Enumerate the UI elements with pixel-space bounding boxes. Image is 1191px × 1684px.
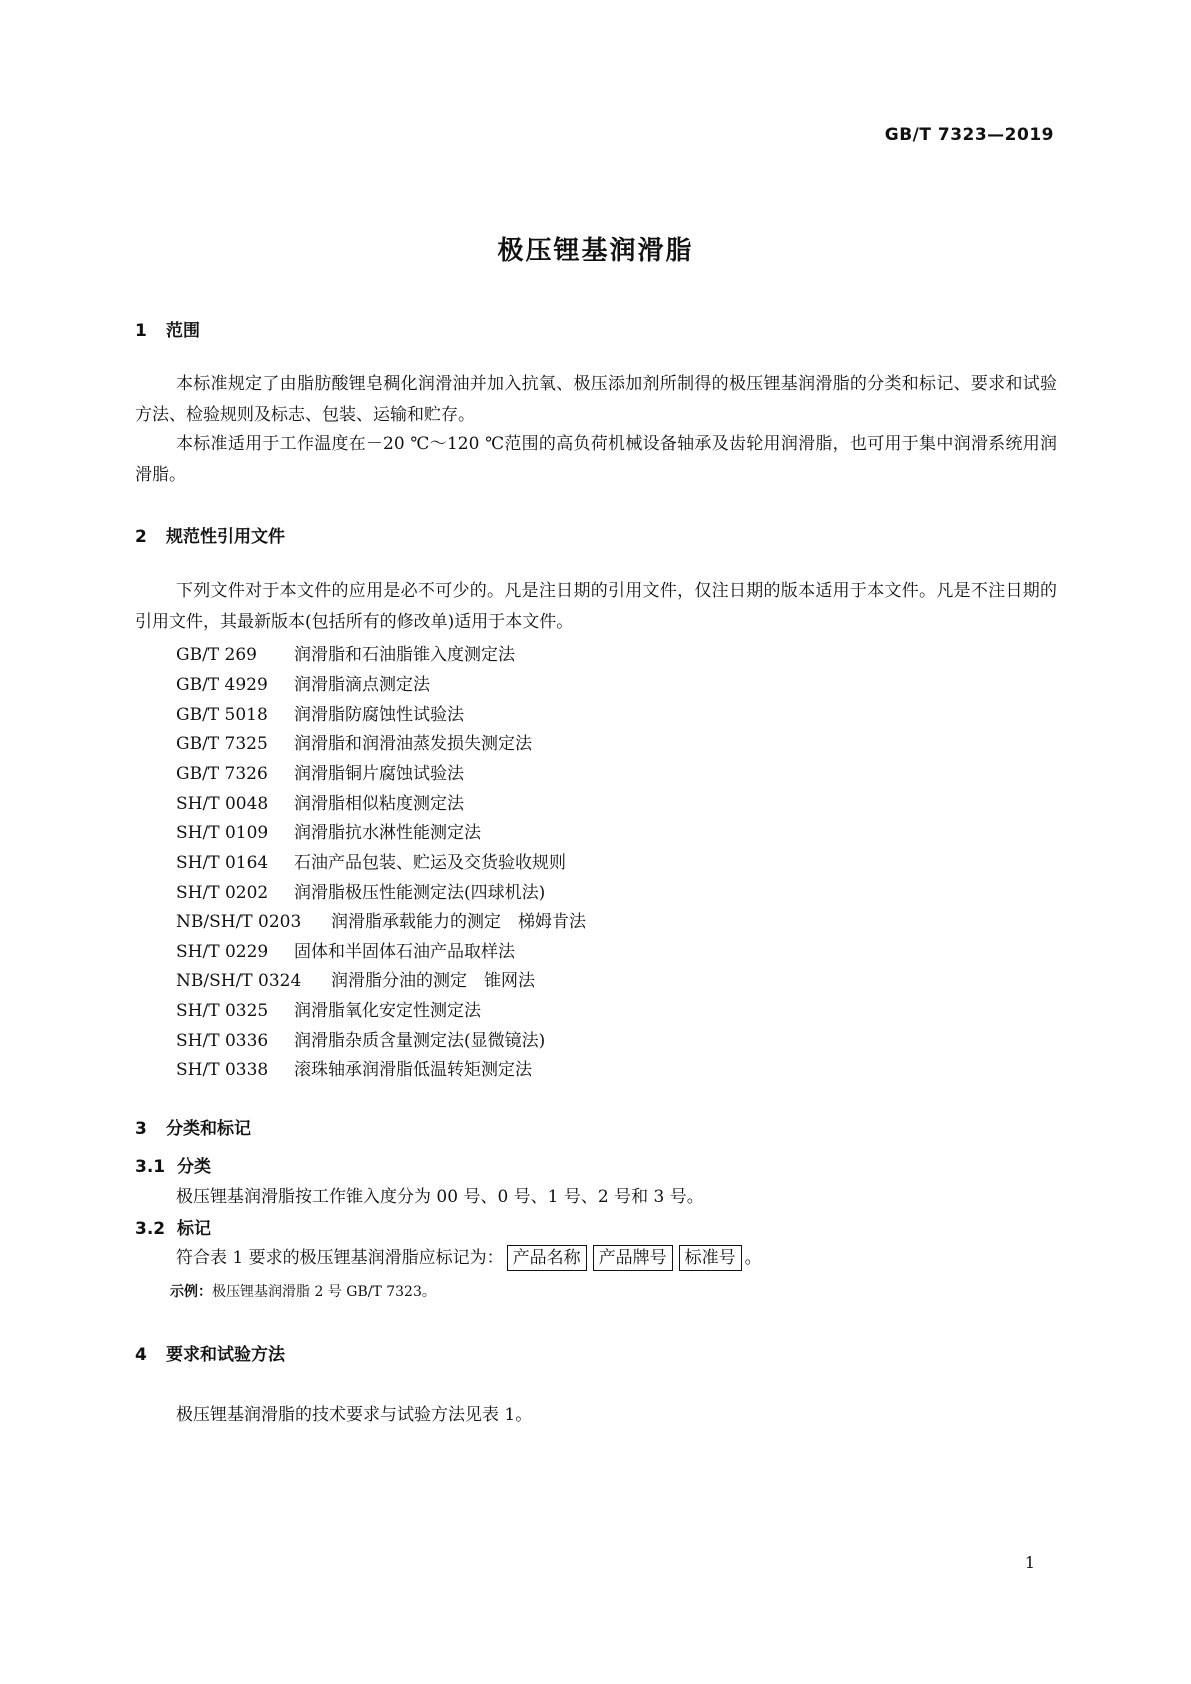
reference-title: 润滑脂分油的测定 锥网法	[331, 971, 535, 991]
references-intro-paragraph: 下列文件对于本文件的应用是必不可少的。凡是注日期的引用文件，仅注日期的版本适用于本文件。凡是不注日期的引用文件，其最新版本(包括所有的修改单)适用于本文件。	[135, 581, 1057, 632]
section-heading-normative-references	[135, 522, 285, 547]
reference-code: GB/T 269	[176, 645, 257, 665]
reference-code: SH/T 0325	[176, 1001, 269, 1021]
reference-code: GB/T 7326	[176, 764, 268, 784]
reference-item	[176, 848, 566, 873]
marking-box-product-grade: 产品牌号	[593, 1245, 673, 1271]
example-text: 极压锂基润滑脂 2 号 GB/T 7323。	[212, 1284, 436, 1300]
subsection-title: 标记	[177, 1219, 211, 1239]
section-title: 规范性引用文件	[166, 527, 285, 547]
classification-text: 极压锂基润滑脂按工作锥入度分为 00 号、0 号、1 号、2 号和 3 号。	[176, 1187, 704, 1207]
reference-title: 滚珠轴承润滑脂低温转矩测定法	[294, 1060, 532, 1080]
reference-item	[176, 907, 586, 932]
marking-lead-text: 符合表 1 要求的极压锂基润滑脂应标记为：	[176, 1248, 504, 1268]
reference-title: 润滑脂滴点测定法	[294, 675, 430, 695]
reference-item	[176, 700, 464, 725]
reference-item	[176, 670, 430, 695]
reference-code: SH/T 0229	[176, 942, 269, 962]
reference-title: 润滑脂相似粘度测定法	[294, 794, 464, 814]
reference-code: GB/T 4929	[176, 675, 268, 695]
subsection-heading-classification	[135, 1152, 211, 1177]
scope-paragraph-1: 本标准规定了由脂肪酸锂皂稠化润滑油并加入抗氧、极压添加剂所制得的极压锂基润滑脂的分类和标记、要求和试验方法、检验规则及标志、包装、运输和贮存。	[135, 374, 1057, 425]
reference-item	[176, 878, 545, 903]
section-heading-requirements	[135, 1340, 285, 1365]
page-number: 1	[1024, 1553, 1035, 1572]
requirements-text: 极压锂基润滑脂的技术要求与试验方法见表 1。	[176, 1405, 533, 1425]
reference-title: 润滑脂铜片腐蚀试验法	[294, 764, 464, 784]
reference-title: 润滑脂极压性能测定法(四球机法)	[294, 883, 546, 903]
reference-code: SH/T 0048	[176, 794, 269, 814]
marking-box-product-name: 产品名称	[507, 1245, 587, 1271]
reference-title: 润滑脂氧化安定性测定法	[294, 1001, 481, 1021]
reference-item	[176, 1055, 532, 1080]
reference-title: 润滑脂和石油脂锥入度测定法	[294, 645, 515, 665]
marking-end-text: 。	[744, 1248, 762, 1268]
reference-title: 润滑脂防腐蚀性试验法	[294, 705, 464, 725]
reference-title: 润滑脂杂质含量测定法(显微镜法)	[294, 1031, 546, 1051]
reference-item	[176, 759, 464, 784]
subsection-number: 3.1	[135, 1157, 166, 1177]
section-number: 4	[135, 1345, 147, 1365]
reference-code: SH/T 0109	[176, 823, 269, 843]
section-title: 范围	[166, 321, 200, 341]
reference-code: NB/SH/T 0324	[176, 971, 302, 991]
reference-item	[176, 729, 532, 754]
section-title: 要求和试验方法	[166, 1345, 285, 1365]
subsection-heading-marking	[135, 1214, 211, 1239]
standard-number: GB/T 7323—2019	[884, 125, 1054, 145]
example-label: 示例：	[170, 1284, 212, 1300]
reference-item	[176, 789, 464, 814]
reference-item	[176, 966, 535, 991]
section-number: 3	[135, 1119, 147, 1139]
document-title: 极压锂基润滑脂	[497, 236, 694, 266]
reference-item	[176, 640, 515, 665]
reference-code: SH/T 0336	[176, 1031, 269, 1051]
reference-code: GB/T 7325	[176, 734, 268, 754]
subsection-number: 3.2	[135, 1219, 166, 1239]
reference-item	[176, 937, 515, 962]
reference-item	[176, 1026, 545, 1051]
reference-code: SH/T 0338	[176, 1060, 269, 1080]
section-title: 分类和标记	[166, 1119, 251, 1139]
marking-box-standard-number: 标准号	[679, 1245, 742, 1271]
reference-item	[176, 996, 481, 1021]
reference-title: 石油产品包装、贮运及交货验收规则	[294, 853, 566, 873]
reference-item	[176, 818, 481, 843]
scope-paragraph-2: 本标准适用于工作温度在－20 ℃～120 ℃范围的高负荷机械设备轴承及齿轮用润滑脂，也可用于集中润滑系统用润滑脂。	[135, 434, 1057, 485]
reference-title: 固体和半固体石油产品取样法	[294, 942, 515, 962]
marking-text	[176, 1243, 762, 1271]
reference-code: NB/SH/T 0203	[176, 912, 302, 932]
section-number: 2	[135, 527, 147, 547]
reference-code: SH/T 0202	[176, 883, 269, 903]
marking-example	[170, 1281, 436, 1301]
section-heading-scope	[135, 316, 200, 341]
section-heading-classification	[135, 1114, 251, 1139]
section-number: 1	[135, 321, 147, 341]
reference-title: 润滑脂抗水淋性能测定法	[294, 823, 481, 843]
subsection-title: 分类	[177, 1157, 211, 1177]
reference-code: SH/T 0164	[176, 853, 269, 873]
reference-title: 润滑脂承载能力的测定 梯姆肯法	[331, 912, 586, 932]
reference-title: 润滑脂和润滑油蒸发损失测定法	[294, 734, 532, 754]
reference-code: GB/T 5018	[176, 705, 268, 725]
